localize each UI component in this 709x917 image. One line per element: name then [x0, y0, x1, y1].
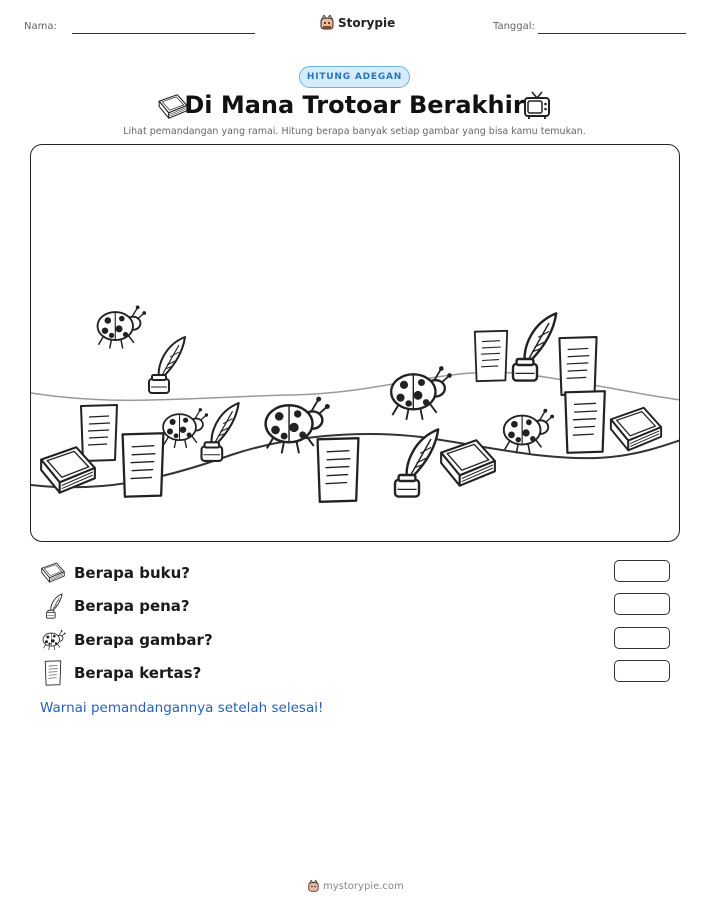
question-text: Berapa gambar? — [74, 631, 213, 649]
tv-icon — [523, 90, 551, 120]
storypie-mascot-icon — [308, 880, 319, 893]
answer-box-ladybugs[interactable] — [614, 627, 670, 649]
ladybug-icon — [504, 409, 554, 453]
paper-icon — [81, 405, 117, 461]
footer-instruction: Warnai pemandangannya setelah selesai! — [40, 700, 324, 716]
scene-illustration — [31, 145, 680, 542]
book-icon — [611, 408, 661, 451]
ladybug-icon — [391, 366, 452, 420]
paper-icon — [565, 391, 605, 453]
ladybug-icon — [98, 306, 147, 349]
activity-badge: HITUNG ADEGAN — [299, 66, 410, 88]
ladybug-icon — [40, 627, 66, 653]
site-url: mystorypie.com — [323, 881, 404, 892]
storypie-mascot-icon — [320, 15, 334, 31]
site-footer — [308, 880, 404, 893]
paper-icon — [559, 337, 596, 395]
paper-icon — [123, 433, 164, 496]
question-text: Berapa pena? — [74, 597, 190, 615]
quill-pen-icon — [149, 337, 185, 393]
question-row-pens — [40, 593, 670, 619]
question-row-ladybugs — [40, 627, 670, 653]
date-line[interactable] — [538, 33, 686, 34]
answer-box-pens[interactable] — [614, 593, 670, 615]
paper-icon — [40, 660, 66, 686]
ladybug-icon — [163, 408, 208, 448]
answer-box-papers[interactable] — [614, 660, 670, 682]
quill-pen-icon — [395, 429, 438, 496]
quill-pen-icon — [40, 593, 66, 619]
counting-scene[interactable] — [30, 144, 680, 542]
question-row-papers — [40, 660, 670, 686]
question-row-books — [40, 560, 670, 586]
paper-icon — [475, 331, 507, 381]
name-line[interactable] — [72, 33, 255, 34]
paper-icon — [318, 438, 359, 502]
quill-pen-icon — [202, 403, 239, 461]
answer-box-books[interactable] — [614, 560, 670, 582]
question-text: Berapa buku? — [74, 564, 190, 582]
date-label: Tanggal: — [493, 21, 535, 32]
question-text: Berapa kertas? — [74, 664, 202, 682]
quill-pen-icon — [513, 313, 556, 380]
instructions: Lihat pemandangan yang ramai. Hitung berapa banyak setiap gambar yang bisa kamu temukan. — [123, 126, 586, 137]
brand-logo — [320, 14, 395, 32]
brand-name: Storypie — [338, 16, 396, 30]
name-label: Nama: — [24, 21, 57, 32]
page-title: Di Mana Trotoar Berakhir — [184, 91, 525, 119]
book-icon — [40, 560, 66, 586]
